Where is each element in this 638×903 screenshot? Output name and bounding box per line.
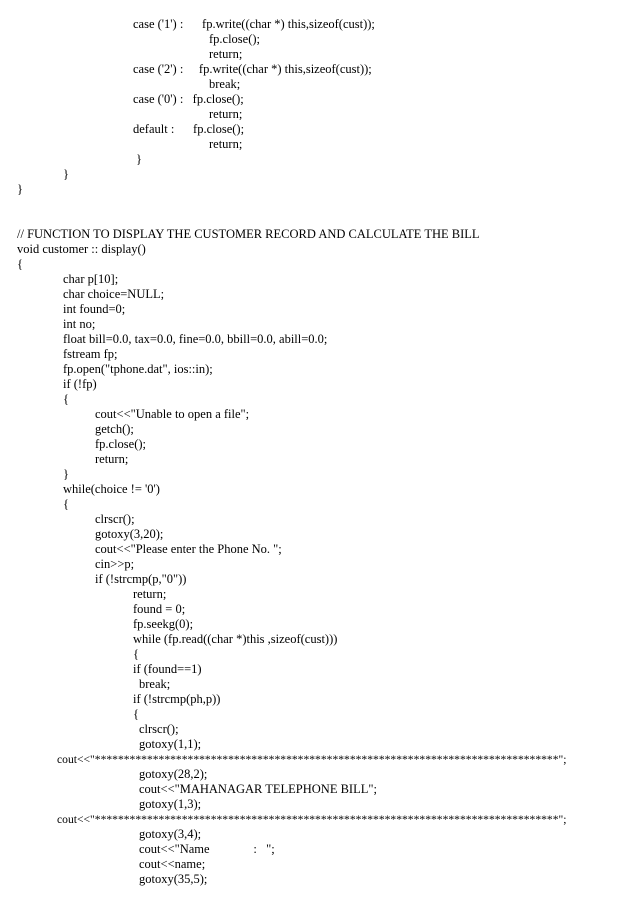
code-line: return; bbox=[209, 47, 243, 61]
code-line: if (!strcmp(p,"0")) bbox=[95, 572, 187, 586]
code-line: { bbox=[17, 257, 23, 271]
code-line: fp.close(); bbox=[209, 32, 261, 46]
code-line: fp.open("tphone.dat", ios::in); bbox=[63, 362, 213, 376]
code-line: case ('1') : fp.write((char *) this,sizeof(cust)); bbox=[133, 17, 375, 31]
code-line: cout<<"Please enter the Phone No. "; bbox=[95, 542, 282, 556]
code-line: case ('0') : fp.close(); bbox=[133, 92, 244, 106]
code-line: if (found==1) bbox=[133, 662, 202, 676]
code-line: { bbox=[133, 647, 139, 661]
code-line: gotoxy(3,4); bbox=[139, 827, 202, 841]
code-line: break; bbox=[139, 677, 171, 691]
code-line: cout<<"********************************************************************************"; bbox=[57, 753, 567, 766]
code-line: int no; bbox=[63, 317, 96, 331]
code-line: cout<<"MAHANAGAR TELEPHONE BILL"; bbox=[139, 782, 377, 796]
code-line: } bbox=[136, 152, 142, 166]
code-line: clrscr(); bbox=[139, 722, 179, 736]
code-line: fp.close(); bbox=[95, 437, 147, 451]
code-line: gotoxy(1,1); bbox=[139, 737, 202, 751]
code-line: fstream fp; bbox=[63, 347, 118, 361]
code-line: getch(); bbox=[95, 422, 134, 436]
code-line: { bbox=[63, 392, 69, 406]
code-line: clrscr(); bbox=[95, 512, 135, 526]
code-line: gotoxy(28,2); bbox=[139, 767, 208, 781]
code-line: return; bbox=[209, 137, 243, 151]
code-line: { bbox=[133, 707, 139, 721]
code-line: gotoxy(35,5); bbox=[139, 872, 208, 886]
code-line: return; bbox=[133, 587, 167, 601]
code-line: gotoxy(3,20); bbox=[95, 527, 164, 541]
code-line: } bbox=[17, 182, 23, 196]
code-line: cout<<name; bbox=[139, 857, 206, 871]
code-comment: // FUNCTION TO DISPLAY THE CUSTOMER RECORD AND CALCULATE THE BILL bbox=[17, 227, 480, 241]
code-line: while (fp.read((char *)this ,sizeof(cust))) bbox=[133, 632, 338, 646]
code-line: float bill=0.0, tax=0.0, fine=0.0, bbill=0.0, abill=0.0; bbox=[63, 332, 328, 346]
code-line: cout<<"********************************************************************************"; bbox=[57, 813, 567, 826]
code-line: cout<<"Unable to open a file"; bbox=[95, 407, 250, 421]
code-line: break; bbox=[209, 77, 241, 91]
code-line: char p[10]; bbox=[63, 272, 119, 286]
code-line: void customer :: display() bbox=[17, 242, 146, 256]
code-line: cout<<"Name : "; bbox=[139, 842, 275, 856]
code-line: gotoxy(1,3); bbox=[139, 797, 202, 811]
code-line: if (!fp) bbox=[63, 377, 97, 391]
code-line: case ('2') : fp.write((char *) this,sizeof(cust)); bbox=[133, 62, 372, 76]
code-line: cin>>p; bbox=[95, 557, 135, 571]
code-line: found = 0; bbox=[133, 602, 186, 616]
code-line: int found=0; bbox=[63, 302, 126, 316]
code-line: while(choice != '0') bbox=[63, 482, 160, 496]
code-line: } bbox=[63, 167, 69, 181]
code-line: } bbox=[63, 467, 69, 481]
code-line: default : fp.close(); bbox=[133, 122, 245, 136]
code-line: char choice=NULL; bbox=[63, 287, 165, 301]
code-line: { bbox=[63, 497, 69, 511]
code-line: return; bbox=[209, 107, 243, 121]
code-line: return; bbox=[95, 452, 129, 466]
code-line: fp.seekg(0); bbox=[133, 617, 194, 631]
code-line: if (!strcmp(ph,p)) bbox=[133, 692, 221, 706]
